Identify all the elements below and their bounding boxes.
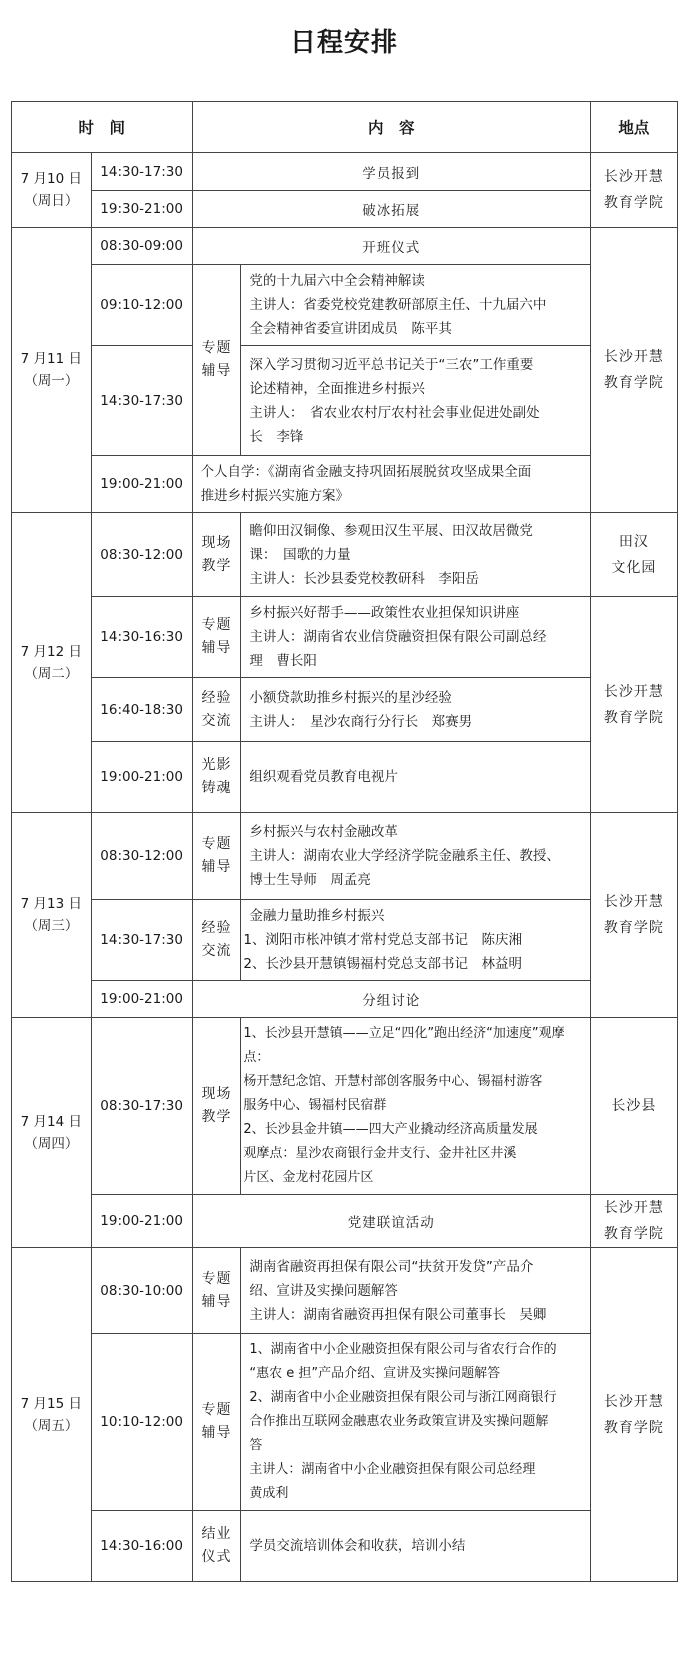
location-cell [590,597,677,813]
type-line: 专题 [201,340,232,356]
time-cell: 08:30-17:30 [91,1018,192,1195]
detail-line: 湖南省融资再担保有限公司“扶贫开发贷”产品介 [249,1258,534,1275]
location-line: 长沙开慧 [603,894,664,910]
location-line: 长沙开慧 [603,1393,664,1410]
type-line: 专题 [201,1402,232,1418]
weekday: （周四） [24,1135,79,1152]
detail-line: 主讲人： 省农业农村厅农村社会事业促进处副处 [249,404,540,421]
detail-line: 答 [249,1438,263,1453]
detail-line: 个人自学：《湖南省金融支持巩固拓展脱贫攻坚成果全面 [200,464,532,480]
time-cell: 08:30-10:00 [91,1248,192,1334]
detail-cell [241,678,590,742]
detail-line: 主讲人：湖南省农业信贷融资担保有限公司副总经 [249,629,547,645]
type-cell [192,513,241,597]
time-cell: 19:00-21:00 [91,742,192,813]
type-line: 光影 [201,757,232,773]
time-cell: 19:00-21:00 [91,1195,192,1248]
content-cell: 分组讨论 [192,981,590,1018]
detail-line: 乡村振兴与农村金融改革 [249,824,398,840]
table-row [12,981,678,1018]
location-line: 教育学院 [603,920,664,936]
time-cell: 08:30-12:00 [91,813,192,900]
detail-line: 主讲人：省委党校党建教研部原主任、十九届六中 [249,297,547,313]
detail-line: 1、浏阳市枨冲镇才常村党总支部书记 陈庆湘 [243,932,522,948]
location-line: 长沙开慧 [603,1200,664,1216]
location-cell [590,813,677,1018]
time-cell: 19:00-21:00 [91,456,192,513]
time-cell: 19:30-21:00 [91,191,192,228]
type-line: 辅导 [201,859,232,875]
type-line: 仪式 [201,1549,232,1565]
header-location: 地点 [590,102,677,153]
time-cell: 14:30-16:00 [91,1511,192,1582]
type-line: 现场 [201,534,232,551]
detail-line: 观摩点：星沙农商银行金井支行、金井社区井溪 [243,1146,517,1161]
location-line: 教育学院 [603,709,664,726]
type-line: 经验 [201,920,232,936]
type-line: 交流 [201,943,232,959]
detail-cell [241,265,590,346]
type-cell [192,597,241,678]
page-title: 日程安排 [289,28,398,58]
type-cell [192,678,241,742]
detail-line: 2、长沙县开慧镇锡福村党总支部书记 林益明 [243,956,522,972]
location-line: 田汉 [618,533,649,550]
content-cell: 学员报到 [192,153,590,191]
detail-line: 党的十九届六中全会精神解读 [249,273,425,289]
time-cell: 08:30-09:00 [91,228,192,265]
table-row [12,513,678,597]
detail-line: 深入学习贯彻习近平总书记关于“三农”工作重要 [249,356,534,373]
type-cell [192,1248,241,1334]
location-line: 长沙开慧 [603,683,664,700]
time-cell: 10:10-12:00 [91,1334,192,1511]
detail-line: 推进乡村振兴实施方案》 [200,488,350,504]
location-cell [590,153,677,228]
detail-cell [241,1018,590,1195]
type-line: 专题 [201,836,232,852]
location-line: 文化园 [611,559,657,576]
type-line: 教学 [201,557,232,574]
table-row [12,597,678,678]
type-line: 专题 [201,1270,232,1287]
weekday: （周三） [24,918,79,934]
table-row [12,228,678,265]
table-row [12,742,678,813]
detail-line: 主讲人： 星沙农商行分行长 郑赛男 [249,713,473,730]
schedule-table [11,101,678,1582]
location-line: 长沙开慧 [603,349,664,365]
date: 7 月12 日 [20,643,82,660]
location-cell [590,513,677,597]
detail-line: 2、长沙县金井镇——四大产业撬动经济高质量发展 [243,1122,538,1137]
time-cell: 16:40-18:30 [91,678,192,742]
detail-line: 1、长沙县开慧镇——立足“四化”跑出经济“加速度”观摩点： [243,1026,565,1065]
detail-line: 长 李锋 [249,428,304,445]
header-row [12,102,678,153]
location-line: 长沙开慧 [603,169,664,185]
type-cell [192,265,241,456]
detail-line: 服务中心、锡福村民宿群 [243,1098,387,1113]
detail-cell [241,597,590,678]
detail-line: 主讲人：湖南省融资再担保有限公司董事长 吴卿 [249,1306,547,1323]
detail-line: 杨开慧纪念馆、开慧村部创客服务中心、锡福村游客 [243,1074,543,1089]
table-row [12,1334,678,1511]
detail-line: 瞻仰田汉铜像、参观田汉生平展、田汉故居微党 [249,522,533,539]
table-row [12,1018,678,1195]
detail-line: “惠农 e 担”产品介绍、宣讲及实操问题解答 [249,1366,501,1381]
type-line: 交流 [201,712,232,729]
table-row [12,153,678,191]
time-cell: 14:30-17:30 [91,900,192,981]
type-cell [192,1511,241,1582]
time-cell: 19:00-21:00 [91,981,192,1018]
table-row [12,1195,678,1248]
date: 7 月13 日 [20,896,82,912]
type-line: 辅导 [201,640,232,656]
time-cell: 14:30-17:30 [91,153,192,191]
detail-line: 课： 国歌的力量 [249,546,351,563]
date-cell [12,1018,92,1248]
time-cell: 09:10-12:00 [91,265,192,346]
type-line: 专题 [201,617,232,633]
type-cell [192,900,241,981]
location-line: 教育学院 [603,195,664,211]
location-cell [590,1248,677,1582]
table-row [12,346,678,456]
detail-line: 合作推出互联网金融惠农业务政策宣讲及实操问题解 [249,1414,549,1429]
detail-cell [241,513,590,597]
detail-line: 绍、宣讲及实操问题解答 [249,1282,398,1299]
detail-line: 片区、金龙村花园片区 [243,1170,374,1185]
date-cell [12,813,92,1018]
type-line: 铸魂 [201,780,232,796]
detail-line: 主讲人：长沙县委党校教研科 李阳岳 [249,570,479,587]
detail-line: 金融力量助推乡村振兴 [249,908,385,924]
header-content: 内 容 [192,102,590,153]
table-row [12,813,678,900]
time-cell: 08:30-12:00 [91,513,192,597]
type-line: 现场 [201,1086,232,1102]
detail-line: 博士生导师 周孟亮 [249,872,371,888]
detail-line: 组织观看党员教育电视片 [249,769,398,785]
date-cell [12,228,92,513]
weekday: （周日） [24,193,79,209]
type-cell [192,742,241,813]
type-line: 教学 [201,1109,232,1125]
content-cell: 党建联谊活动 [192,1195,590,1248]
time-cell: 14:30-17:30 [91,346,192,456]
date: 7 月10 日 [20,171,82,187]
weekday: （周一） [24,373,79,389]
time-cell: 14:30-16:30 [91,597,192,678]
location-line: 长沙县 [611,1098,657,1114]
detail-line: 论述精神，全面推进乡村振兴 [249,380,425,397]
type-line: 辅导 [201,363,232,379]
detail-line: 黄成利 [249,1486,289,1501]
type-cell [192,1018,241,1195]
table-row [12,191,678,228]
detail-cell [241,813,590,900]
detail-line: 学员交流培训体会和收获，培训小结 [249,1538,466,1554]
type-line: 结业 [201,1526,232,1542]
location-line: 教育学院 [603,375,664,391]
date: 7 月11 日 [20,351,82,367]
location-line: 教育学院 [603,1226,664,1242]
weekday: （周二） [24,665,79,682]
location-cell [590,228,677,513]
detail-cell [241,900,590,981]
date: 7 月14 日 [20,1113,82,1130]
header-time: 时 间 [12,102,193,153]
detail-cell [241,1334,590,1511]
detail-line: 全会精神省委宣讲团成员 陈平其 [249,321,452,337]
location-cell [590,1018,677,1195]
type-cell [192,813,241,900]
detail-line: 1、湖南省中小企业融资担保有限公司与省农行合作的 [249,1342,557,1357]
date-cell [12,513,92,813]
content-cell: 破冰拓展 [192,191,590,228]
table-row [12,1511,678,1582]
date-cell [12,153,92,228]
weekday: （周五） [24,1417,79,1434]
detail-cell [241,1248,590,1334]
detail-line: 主讲人：湖南省中小企业融资担保有限公司总经理 [249,1462,536,1477]
table-row [12,900,678,981]
table-row [12,265,678,346]
date-cell [12,1248,92,1582]
detail-cell [241,346,590,456]
detail-cell [241,1511,590,1582]
detail-line: 乡村振兴好帮手——政策性农业担保知识讲座 [249,605,520,621]
date: 7 月15 日 [20,1395,82,1412]
type-line: 辅导 [201,1293,232,1310]
type-line: 经验 [201,689,232,706]
type-cell [192,1334,241,1511]
type-line: 辅导 [201,1425,232,1441]
detail-line: 主讲人：湖南农业大学经济学院金融系主任、教授、 [249,848,560,864]
content-cell: 开班仪式 [192,228,590,265]
location-cell [590,1195,677,1248]
table-row [12,456,678,513]
table-row [12,678,678,742]
detail-line: 2、湖南省中小企业融资担保有限公司与浙江网商银行 [249,1390,557,1405]
table-row [12,1248,678,1334]
detail-line: 理 曹长阳 [249,653,317,669]
detail-line: 小额贷款助推乡村振兴的星沙经验 [249,689,452,706]
detail-cell [241,742,590,813]
location-line: 教育学院 [603,1419,664,1436]
detail-cell [192,456,590,513]
